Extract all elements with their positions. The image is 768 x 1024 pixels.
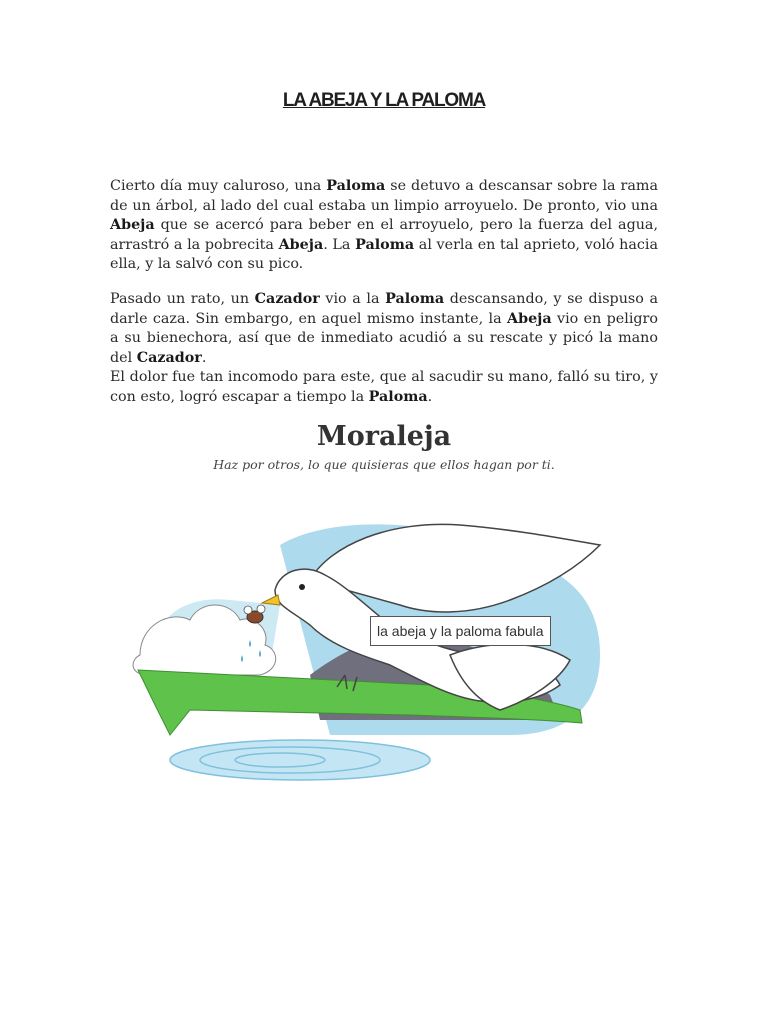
- text-run: vio a la: [319, 291, 386, 307]
- moral-heading: Moraleja: [316, 421, 452, 452]
- story-title: LA ABEJA Y LA PALOMA: [282, 90, 486, 111]
- bee-wing-shape: [257, 605, 265, 613]
- text-run: El dolor fue tan incomodo para este, que al sacudir su mano, falló su tiro, y con esto, logró escapar a tiempo la: [110, 369, 658, 405]
- bold-name: Paloma: [368, 388, 428, 405]
- bold-name: Abeja: [278, 236, 324, 253]
- bold-name: Paloma: [326, 178, 386, 194]
- dove-and-bee-illustration: [130, 505, 610, 795]
- dove-beak-shape: [262, 595, 280, 605]
- dove-eye-shape: [299, 584, 305, 590]
- bold-name: Abeja: [110, 217, 155, 233]
- text-run: vio en peligro a su bienechora, así que de inmediato acudió a su rescate y picó la mano del: [110, 310, 658, 366]
- bee-wing-shape: [244, 606, 252, 614]
- text-run: Pasado un rato, un: [110, 291, 255, 307]
- bold-name: Cazador: [254, 291, 320, 307]
- bold-name: Paloma: [385, 291, 445, 307]
- text-run: . La: [323, 236, 356, 253]
- text-run: .: [201, 349, 207, 366]
- bold-name: Abeja: [507, 310, 552, 327]
- paragraph-1: [110, 177, 658, 275]
- moral-text: Haz por otros, lo que quisieras que ellos hagan por ti.: [213, 457, 555, 472]
- paragraph-2: [110, 290, 658, 368]
- text-run: .: [427, 388, 433, 405]
- bold-name: Paloma: [355, 236, 415, 253]
- text-run: que se acercó para beber en el arroyuelo, pero la fuerza del agua, arrastró a la pobrecita: [110, 217, 658, 253]
- bold-name: Cazador: [136, 349, 202, 366]
- text-run: Cierto día muy caluroso, una: [110, 178, 327, 194]
- text-run: al verla en tal aprieto, voló hacia ella, y la salvó con su pico.: [110, 236, 659, 272]
- text-run: se detuvo a descansar sobre la rama de un árbol, al lado del cual estaba un limpio arroyuelo. De pronto, vio una: [110, 178, 658, 214]
- image-caption: la abeja y la paloma fabula: [370, 616, 551, 646]
- water-ripple: [170, 740, 430, 780]
- paragraph-3: [110, 368, 658, 407]
- text-run: descansando, y se dispuso a darle caza. Sin embargo, en aquel mismo instante, la: [110, 291, 658, 327]
